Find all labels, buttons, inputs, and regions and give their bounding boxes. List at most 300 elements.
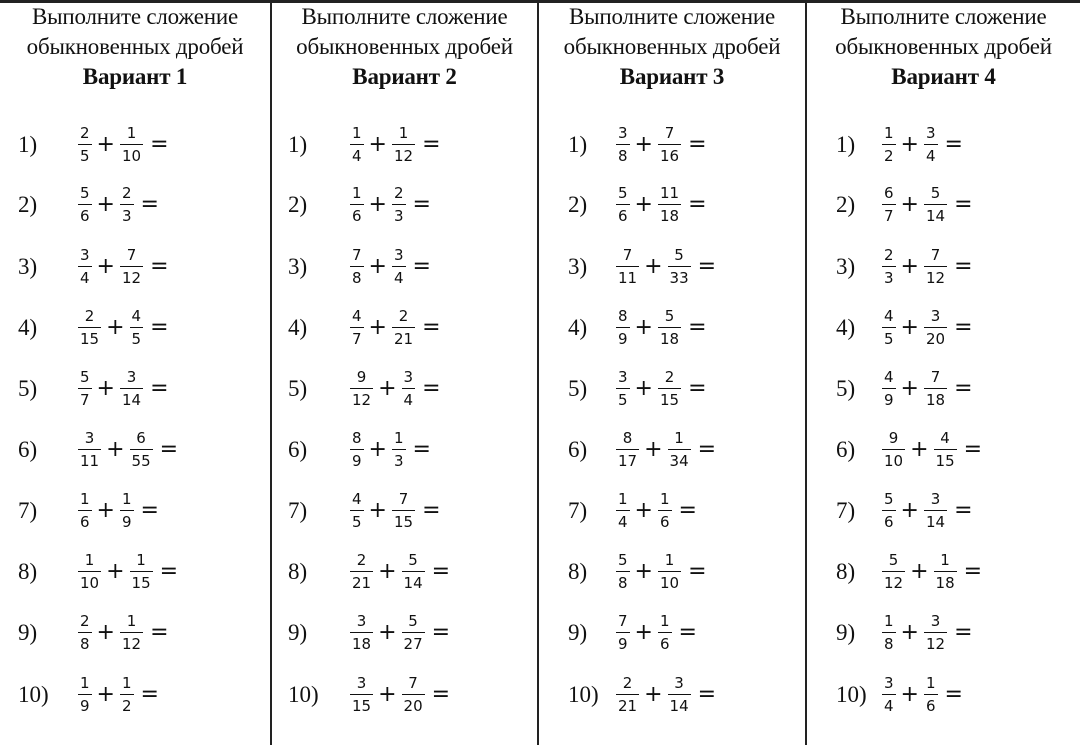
variant-title: Вариант 2 <box>352 64 457 89</box>
variant-title: Вариант 4 <box>891 64 996 89</box>
denominator: 6 <box>659 513 670 532</box>
denominator: 7 <box>884 207 894 226</box>
fraction-bar <box>616 327 630 328</box>
fraction-sum <box>880 613 973 653</box>
first-fraction <box>616 430 639 470</box>
first-fraction <box>882 675 896 715</box>
fraction-bar <box>350 449 364 450</box>
numerator: 7 <box>622 245 633 264</box>
fraction-bar <box>882 571 905 572</box>
numerator: 9 <box>356 367 367 386</box>
numerator: 1 <box>884 123 894 142</box>
equals-sign: = <box>159 437 179 463</box>
problem-number: 9) <box>836 620 856 645</box>
problem-number: 8) <box>568 559 588 584</box>
numerator: 2 <box>80 123 90 142</box>
second-fraction <box>668 675 691 715</box>
first-fraction <box>350 247 364 287</box>
numerator: 7 <box>352 245 362 264</box>
equals-sign: = <box>954 376 973 402</box>
denominator: 4 <box>925 147 936 166</box>
equals-sign: = <box>422 498 441 524</box>
denominator: 5 <box>884 330 894 349</box>
fraction-sum <box>880 125 963 165</box>
second-fraction <box>120 247 143 287</box>
equals-sign: = <box>954 315 973 341</box>
fraction-bar <box>616 571 630 572</box>
plus-sign: + <box>634 132 653 158</box>
denominator: 18 <box>935 574 955 593</box>
denominator: 7 <box>80 391 90 410</box>
first-fraction <box>350 308 364 348</box>
numerator: 3 <box>126 367 137 386</box>
problem-number: 4) <box>568 315 588 340</box>
fraction-bar <box>120 694 134 695</box>
numerator: 2 <box>884 245 894 264</box>
problem-number: 1) <box>836 132 856 157</box>
problem-number: 10) <box>288 682 319 707</box>
equals-sign: = <box>140 498 159 524</box>
second-fraction <box>402 369 416 409</box>
equals-sign: = <box>954 254 973 280</box>
second-fraction <box>934 430 957 470</box>
numerator: 2 <box>84 306 95 325</box>
problem-number: 2) <box>568 192 588 217</box>
problem-row <box>568 543 707 601</box>
fraction-sum <box>348 369 441 409</box>
numerator: 1 <box>121 673 132 692</box>
plus-sign: + <box>378 559 397 585</box>
equals-sign: = <box>697 254 717 280</box>
fraction-bar <box>78 632 92 633</box>
first-fraction <box>350 491 364 531</box>
plus-sign: + <box>378 376 397 402</box>
problem-row <box>18 176 159 234</box>
second-fraction <box>120 125 143 165</box>
numerator: 1 <box>352 183 362 202</box>
numerator: 5 <box>618 183 628 202</box>
second-fraction <box>130 308 144 348</box>
fraction-sum <box>76 491 159 531</box>
fraction-sum <box>614 369 707 409</box>
equals-sign: = <box>688 559 707 585</box>
fraction-bar <box>668 266 691 267</box>
denominator: 11 <box>618 269 638 288</box>
problem-number: 9) <box>568 620 588 645</box>
fraction-bar <box>882 694 896 695</box>
numerator: 3 <box>403 367 414 386</box>
numerator: 5 <box>888 550 899 569</box>
fraction-bar <box>924 632 947 633</box>
equals-sign: = <box>678 498 697 524</box>
denominator: 6 <box>80 513 90 532</box>
first-fraction <box>78 675 92 715</box>
plus-sign: + <box>634 192 653 218</box>
first-fraction <box>616 369 630 409</box>
denominator: 2 <box>121 697 132 716</box>
plus-sign: + <box>910 559 929 585</box>
numerator: 4 <box>352 306 362 325</box>
denominator: 15 <box>80 330 100 349</box>
problem-number: 6) <box>568 437 588 462</box>
numerator: 2 <box>398 306 409 325</box>
variant-column <box>272 0 537 745</box>
fraction-bar <box>350 571 373 572</box>
numerator: 3 <box>618 123 628 142</box>
numerator: 7 <box>408 673 418 692</box>
second-fraction <box>668 430 691 470</box>
problem-number: 5) <box>836 376 856 401</box>
denominator: 27 <box>403 635 423 654</box>
denominator: 10 <box>659 574 680 593</box>
plus-sign: + <box>96 682 115 708</box>
first-fraction <box>350 675 373 715</box>
fraction-sum <box>348 430 431 470</box>
problem-row <box>288 176 431 234</box>
equals-sign: = <box>412 192 431 218</box>
denominator: 6 <box>618 207 628 226</box>
problem-row <box>836 176 973 234</box>
problem-number: 2) <box>836 192 856 217</box>
numerator: 8 <box>618 306 628 325</box>
plus-sign: + <box>644 682 663 708</box>
numerator: 2 <box>356 550 367 569</box>
second-fraction <box>658 308 681 348</box>
equals-sign: = <box>140 192 159 218</box>
second-fraction <box>658 552 681 592</box>
equals-sign: = <box>963 559 983 585</box>
column-header <box>272 2 537 92</box>
denominator: 15 <box>659 391 680 410</box>
fraction-bar <box>402 571 425 572</box>
problem-row <box>288 666 450 724</box>
denominator: 9 <box>121 513 132 532</box>
second-fraction <box>392 491 415 531</box>
second-fraction <box>392 185 406 225</box>
denominator: 7 <box>352 330 362 349</box>
fraction-bar <box>392 510 415 511</box>
numerator: 8 <box>622 428 633 447</box>
denominator: 9 <box>618 330 628 349</box>
first-fraction <box>78 430 101 470</box>
first-fraction <box>882 430 905 470</box>
numerator: 4 <box>884 306 894 325</box>
equals-sign: = <box>688 192 707 218</box>
denominator: 4 <box>352 147 362 166</box>
fraction-bar <box>616 388 630 389</box>
fraction-bar <box>120 144 143 145</box>
denominator: 33 <box>669 269 689 288</box>
equals-sign: = <box>697 682 717 708</box>
problem-row <box>568 360 707 418</box>
numerator: 3 <box>393 245 404 264</box>
fraction-sum <box>880 430 982 470</box>
equals-sign: = <box>150 315 169 341</box>
numerator: 1 <box>352 123 362 142</box>
problem-row <box>288 299 441 357</box>
variant-column <box>807 0 1080 745</box>
problem-number: 1) <box>288 132 308 157</box>
fraction-bar <box>658 632 672 633</box>
first-fraction <box>350 369 373 409</box>
fraction-bar <box>120 632 143 633</box>
numerator: 3 <box>618 367 628 386</box>
numerator: 2 <box>80 611 90 630</box>
numerator: 3 <box>930 306 941 325</box>
second-fraction <box>934 552 957 592</box>
numerator: 5 <box>408 550 418 569</box>
problem-number: 6) <box>18 437 38 462</box>
problem-row <box>836 666 963 724</box>
numerator: 1 <box>80 489 90 508</box>
denominator: 10 <box>121 147 142 166</box>
denominator: 5 <box>352 513 362 532</box>
first-fraction <box>882 491 896 531</box>
plus-sign: + <box>378 682 397 708</box>
problem-number: 4) <box>288 315 308 340</box>
fraction-bar <box>120 510 134 511</box>
numerator: 5 <box>664 306 675 325</box>
plus-sign: + <box>106 437 125 463</box>
denominator: 12 <box>925 635 946 654</box>
problem-number: 5) <box>18 376 38 401</box>
denominator: 12 <box>884 574 904 593</box>
numerator: 7 <box>398 489 409 508</box>
problem-row <box>288 604 450 662</box>
fraction-bar <box>350 327 364 328</box>
first-fraction <box>616 675 639 715</box>
fraction-bar <box>616 510 630 511</box>
denominator: 9 <box>884 391 894 410</box>
denominator: 21 <box>352 574 372 593</box>
fraction-sum <box>348 247 431 287</box>
fraction-bar <box>350 388 373 389</box>
first-fraction <box>882 552 905 592</box>
problem-number: 8) <box>836 559 856 584</box>
problem-number: 7) <box>836 498 856 523</box>
problem-number: 2) <box>288 192 308 217</box>
problem-number: 3) <box>568 254 588 279</box>
plus-sign: + <box>368 132 387 158</box>
equals-sign: = <box>422 132 441 158</box>
numerator: 9 <box>888 428 899 447</box>
equals-sign: = <box>954 620 973 646</box>
numerator: 11 <box>659 183 680 202</box>
fraction-bar <box>78 204 92 205</box>
problem-number: 7) <box>288 498 308 523</box>
fraction-bar <box>130 571 153 572</box>
fraction-bar <box>882 632 896 633</box>
task-heading: Выполните сложение обыкновенных дробей <box>835 4 1052 59</box>
problem-row <box>836 238 973 296</box>
equals-sign: = <box>688 376 707 402</box>
fraction-bar <box>402 388 416 389</box>
fraction-bar <box>78 449 101 450</box>
denominator: 20 <box>925 330 946 349</box>
fraction-bar <box>658 388 681 389</box>
numerator: 8 <box>352 428 362 447</box>
problem-row <box>836 421 982 479</box>
second-fraction <box>658 185 681 225</box>
numerator: 3 <box>356 673 367 692</box>
first-fraction <box>882 125 896 165</box>
plus-sign: + <box>900 132 919 158</box>
fraction-bar <box>924 204 947 205</box>
denominator: 8 <box>80 635 90 654</box>
denominator: 15 <box>393 513 414 532</box>
plus-sign: + <box>900 498 919 524</box>
problem-row <box>568 299 707 357</box>
fraction-bar <box>658 144 681 145</box>
second-fraction <box>658 369 681 409</box>
problem-row <box>18 421 178 479</box>
denominator: 4 <box>393 269 404 288</box>
equals-sign: = <box>944 132 963 158</box>
equals-sign: = <box>688 315 707 341</box>
fraction-sum <box>880 369 973 409</box>
denominator: 4 <box>618 513 628 532</box>
equals-sign: = <box>150 254 169 280</box>
equals-sign: = <box>963 437 983 463</box>
fraction-sum <box>614 247 716 287</box>
problem-number: 10) <box>836 682 867 707</box>
first-fraction <box>882 247 896 287</box>
fraction-bar <box>392 266 406 267</box>
fraction-sum <box>76 125 169 165</box>
denominator: 15 <box>935 452 955 471</box>
fraction-bar <box>120 388 143 389</box>
fraction-bar <box>934 571 957 572</box>
task-heading: Выполните сложение обыкновенных дробей <box>26 4 244 59</box>
fraction-bar <box>616 266 639 267</box>
problem-row <box>568 176 707 234</box>
denominator: 12 <box>121 269 142 288</box>
fraction-bar <box>924 327 947 328</box>
equals-sign: = <box>150 132 169 158</box>
first-fraction <box>350 125 364 165</box>
problem-row <box>288 421 431 479</box>
fraction-sum <box>76 552 178 592</box>
fraction-bar <box>658 204 681 205</box>
problem-row <box>568 238 716 296</box>
problem-number: 3) <box>288 254 308 279</box>
first-fraction <box>616 185 630 225</box>
fraction-sum <box>614 125 707 165</box>
denominator: 12 <box>925 269 946 288</box>
numerator: 1 <box>674 428 684 447</box>
second-fraction <box>924 613 947 653</box>
first-fraction <box>78 552 101 592</box>
numerator: 1 <box>618 489 628 508</box>
fraction-sum <box>348 613 450 653</box>
second-fraction <box>658 125 681 165</box>
fraction-sum <box>880 491 973 531</box>
numerator: 7 <box>930 367 941 386</box>
denominator: 10 <box>80 574 100 593</box>
fraction-bar <box>350 632 373 633</box>
fraction-sum <box>880 675 963 715</box>
numerator: 3 <box>84 428 95 447</box>
numerator: 1 <box>659 489 670 508</box>
first-fraction <box>616 125 630 165</box>
variant-column <box>0 0 270 745</box>
plus-sign: + <box>368 192 387 218</box>
numerator: 1 <box>126 611 137 630</box>
denominator: 5 <box>80 147 90 166</box>
fraction-bar <box>78 327 101 328</box>
plus-sign: + <box>368 254 387 280</box>
fraction-bar <box>392 449 406 450</box>
plus-sign: + <box>106 559 125 585</box>
denominator: 10 <box>884 452 904 471</box>
numerator: 5 <box>884 489 894 508</box>
plus-sign: + <box>96 620 115 646</box>
denominator: 21 <box>393 330 414 349</box>
numerator: 1 <box>659 611 670 630</box>
denominator: 18 <box>659 330 680 349</box>
numerator: 1 <box>126 123 137 142</box>
equals-sign: = <box>944 682 963 708</box>
numerator: 1 <box>84 550 95 569</box>
problem-number: 6) <box>836 437 856 462</box>
variant-title: Вариант 3 <box>619 64 725 89</box>
second-fraction <box>924 308 947 348</box>
fraction-bar <box>882 266 896 267</box>
fraction-sum <box>614 491 697 531</box>
numerator: 7 <box>930 245 941 264</box>
second-fraction <box>392 308 415 348</box>
fraction-bar <box>668 449 691 450</box>
plus-sign: + <box>644 437 663 463</box>
denominator: 6 <box>925 697 936 716</box>
column-header <box>807 2 1080 92</box>
fraction-bar <box>130 449 153 450</box>
numerator: 2 <box>664 367 675 386</box>
task-heading: Выполните сложение обыкновенных дробей <box>563 4 781 59</box>
numerator: 3 <box>930 489 941 508</box>
first-fraction <box>882 613 896 653</box>
plus-sign: + <box>368 437 387 463</box>
fraction-sum <box>614 613 697 653</box>
numerator: 7 <box>126 245 137 264</box>
denominator: 12 <box>352 391 372 410</box>
equals-sign: = <box>412 437 431 463</box>
problem-row <box>836 543 982 601</box>
fraction-bar <box>616 632 630 633</box>
fraction-bar <box>616 449 639 450</box>
plus-sign: + <box>368 315 387 341</box>
equals-sign: = <box>431 620 451 646</box>
numerator: 3 <box>930 611 941 630</box>
second-fraction <box>120 369 143 409</box>
plus-sign: + <box>900 376 919 402</box>
denominator: 20 <box>403 697 423 716</box>
first-fraction <box>616 613 630 653</box>
denominator: 3 <box>393 207 404 226</box>
plus-sign: + <box>900 620 919 646</box>
fraction-bar <box>924 510 947 511</box>
numerator: 1 <box>136 550 146 569</box>
second-fraction <box>120 675 134 715</box>
fraction-bar <box>120 266 143 267</box>
problem-number: 5) <box>568 376 588 401</box>
numerator: 1 <box>393 428 404 447</box>
denominator: 8 <box>618 574 628 593</box>
fraction-sum <box>76 247 169 287</box>
plus-sign: + <box>900 315 919 341</box>
numerator: 3 <box>925 123 936 142</box>
problem-number: 10) <box>568 682 599 707</box>
